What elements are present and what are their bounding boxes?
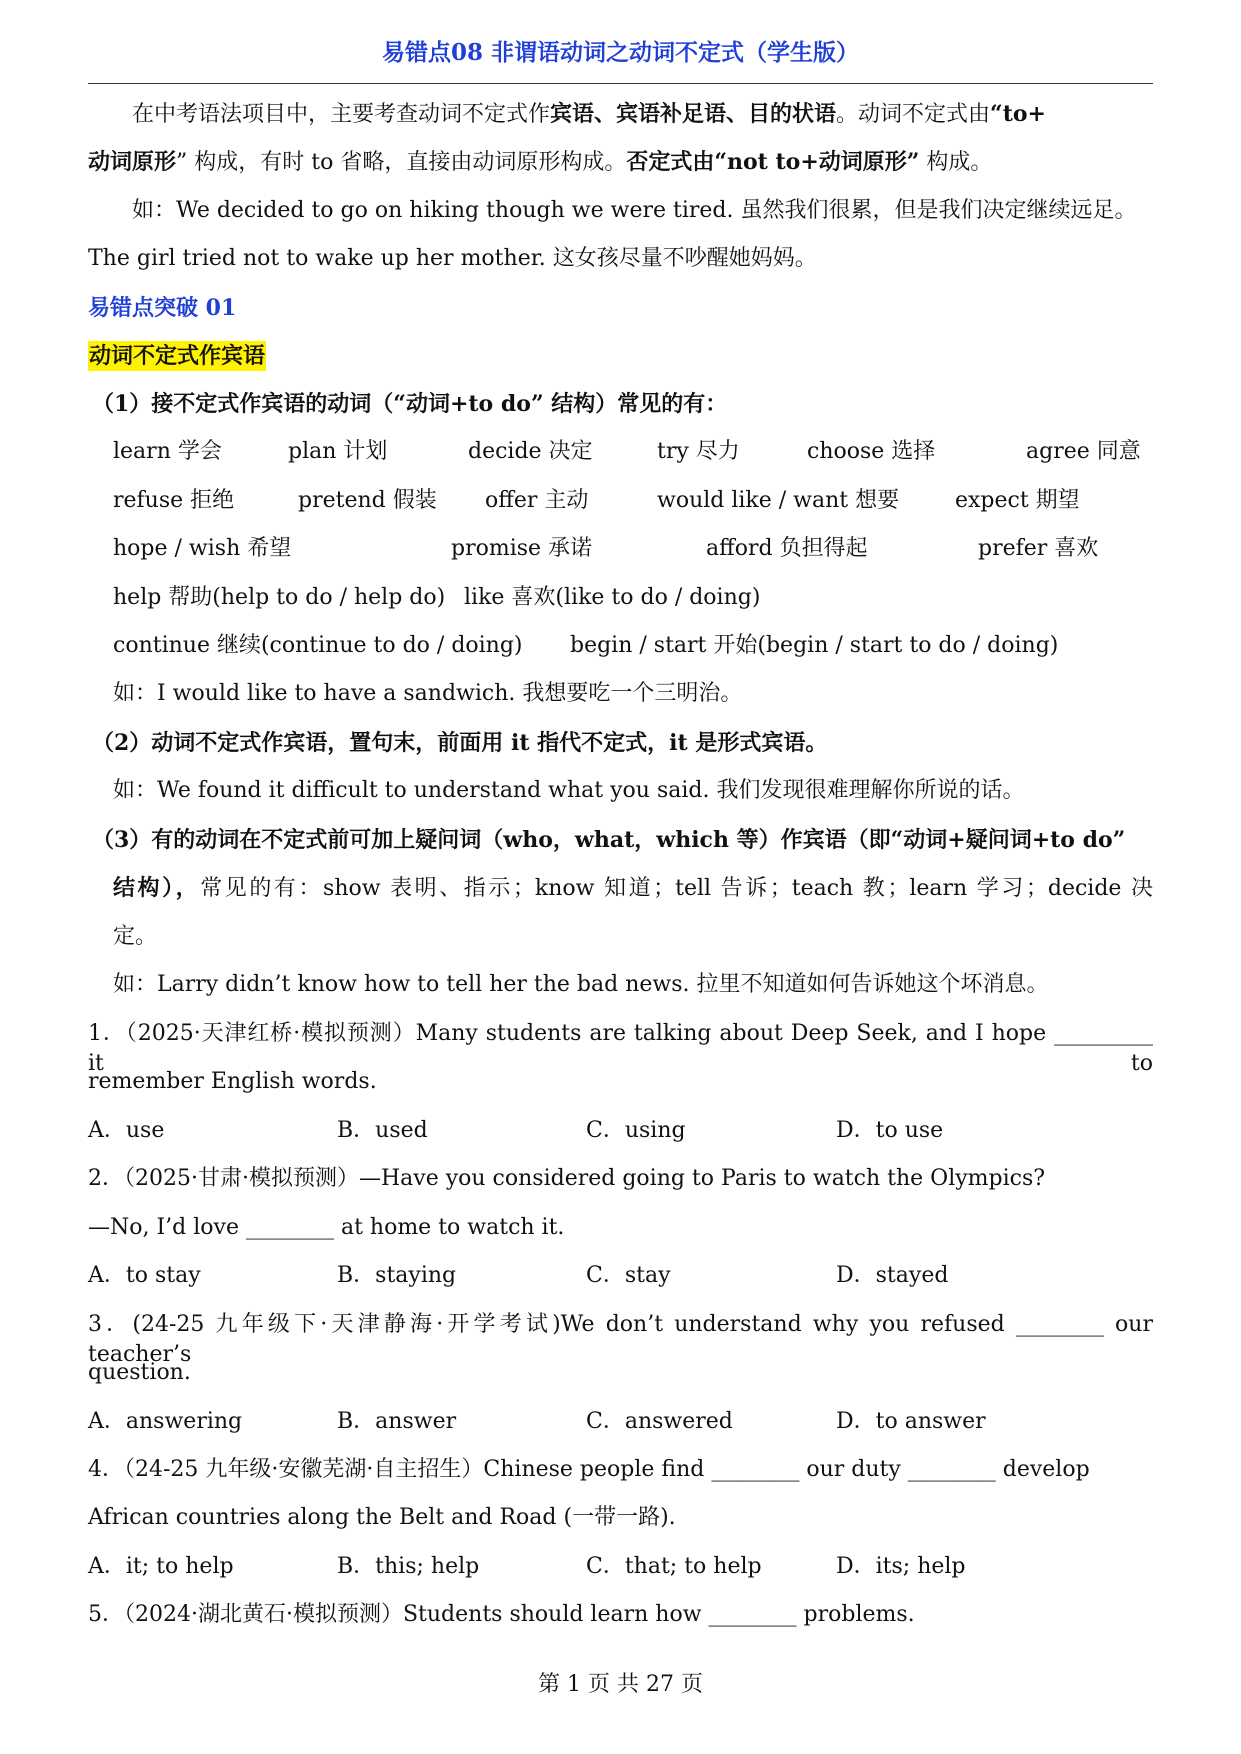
intro-line-1: 在中考语法项目中，主要考查动词不定式作宾语、宾语补足语、目的状语。动词不定式由“to+ bbox=[132, 101, 1046, 127]
option-c[interactable]: C．using bbox=[586, 1118, 686, 1143]
header-divider bbox=[88, 83, 1153, 84]
option-b[interactable]: B．this; help bbox=[337, 1554, 480, 1579]
verb-item: agree 同意 bbox=[1026, 439, 1141, 464]
intro-example-1: 如：We decided to go on hiking though we were tired. 虽然我们很累，但是我们决定继续远足。 bbox=[132, 198, 1137, 223]
intro-line-2: 动词原形” 构成，有时 to 省略，直接由动词原形构成。否定式由“not to+动词原形” 构成。 bbox=[88, 149, 993, 175]
question-stem: 3．(24-25 九年级下·天津静海·开学考试)We don’t understand why you refused ________ our teacher’s bbox=[88, 1312, 1153, 1367]
verb-item: hope / wish 希望 bbox=[113, 536, 292, 561]
option-d[interactable]: D．to use bbox=[836, 1118, 944, 1143]
rule2-title: （2）动词不定式作宾语，置句末，前面用 it 指代不定式，it 是形式宾语。 bbox=[92, 730, 828, 756]
section-highlight-line bbox=[88, 341, 1153, 372]
section-title: 易错点突破 01 bbox=[88, 295, 237, 321]
verb-item: afford 负担得起 bbox=[706, 536, 868, 561]
verb-item: help 帮助(help to do / help do) bbox=[113, 585, 446, 610]
option-a[interactable]: A．use bbox=[88, 1118, 165, 1143]
verb-item: expect 期望 bbox=[955, 488, 1080, 513]
page-footer: 第 1 页 共 27 页 bbox=[538, 1672, 703, 1697]
question-stem-cont: —No, I’d love ________ at home to watch it. bbox=[88, 1215, 565, 1240]
option-b[interactable]: B．answer bbox=[337, 1409, 457, 1434]
option-d[interactable]: D．stayed bbox=[836, 1263, 949, 1288]
verb-item: prefer 喜欢 bbox=[978, 536, 1099, 561]
verb-item: try 尽力 bbox=[657, 439, 740, 464]
verb-item: begin / start 开始(begin / start to do / doing) bbox=[570, 633, 1059, 658]
verb-item: refuse 拒绝 bbox=[113, 488, 235, 513]
verb-item: would like / want 想要 bbox=[657, 488, 900, 513]
verb-item: promise 承诺 bbox=[451, 536, 593, 561]
rule3-title-line2: 结构），常见的有：show 表明、指示；know 知道；tell 告诉；teach 教；learn 学习；decide 决 bbox=[113, 875, 1153, 901]
option-c[interactable]: C．stay bbox=[586, 1263, 671, 1288]
option-b[interactable]: B．staying bbox=[337, 1263, 457, 1288]
verb-item: continue 继续(continue to do / doing) bbox=[113, 633, 523, 658]
question-stem: 2．（2025·甘肃·模拟预测）—Have you considered going to Paris to watch the Olympics? bbox=[88, 1166, 1046, 1191]
option-a[interactable]: A．to stay bbox=[88, 1263, 201, 1288]
verb-item: learn 学会 bbox=[113, 439, 222, 464]
option-d[interactable]: D．its; help bbox=[836, 1554, 966, 1579]
verb-item: pretend 假装 bbox=[298, 488, 437, 513]
rule3-title-line3: 定。 bbox=[113, 924, 158, 949]
option-c[interactable]: C．answered bbox=[586, 1409, 733, 1434]
question-stem-cont: remember English words. bbox=[88, 1069, 377, 1094]
question-stem: 5．（2024·湖北黄石·模拟预测）Students should learn how ________ problems. bbox=[88, 1602, 915, 1627]
question-stem: 1．（2025·天津红桥·模拟预测）Many students are talking about Deep Seek, and I hope _________ it to bbox=[88, 1021, 1153, 1076]
rule1-example: 如：I would like to have a sandwich. 我想要吃一个三明治。 bbox=[113, 681, 743, 706]
rule3-title-line1: （3）有的动词在不定式前可加上疑问词（who，what，which 等）作宾语（即“动词+疑问词+to do” bbox=[92, 827, 1126, 853]
verb-item: like 喜欢(like to do / doing) bbox=[464, 585, 761, 610]
rule2-example: 如：We found it difficult to understand what you said. 我们发现很难理解你所说的话。 bbox=[113, 778, 1025, 803]
option-a[interactable]: A．it; to help bbox=[88, 1554, 234, 1579]
verb-item: decide 决定 bbox=[468, 439, 593, 464]
section-highlight: 动词不定式作宾语 bbox=[89, 343, 266, 369]
verb-item: plan 计划 bbox=[288, 439, 388, 464]
question-stem: 4．（24-25 九年级·安徽芜湖·自主招生）Chinese people find ________ our duty ________ develop bbox=[88, 1457, 1090, 1482]
intro-example-2: The girl tried not to wake up her mother. 这女孩尽量不吵醒她妈妈。 bbox=[88, 246, 817, 271]
option-c[interactable]: C．that; to help bbox=[586, 1554, 762, 1579]
question-stem-cont: question. bbox=[88, 1360, 191, 1385]
page-header-title: 易错点08 非谓语动词之动词不定式（学生版） bbox=[381, 39, 859, 66]
option-b[interactable]: B．used bbox=[337, 1118, 428, 1143]
question-stem-cont: African countries along the Belt and Road (一带一路). bbox=[88, 1505, 676, 1530]
option-d[interactable]: D．to answer bbox=[836, 1409, 986, 1434]
rule1-title: （1）接不定式作宾语的动词（“动词+to do” 结构）常见的有： bbox=[92, 391, 728, 417]
option-a[interactable]: A．answering bbox=[88, 1409, 243, 1434]
verb-item: choose 选择 bbox=[807, 439, 936, 464]
verb-item: offer 主动 bbox=[485, 488, 589, 513]
rule3-example: 如：Larry didn’t know how to tell her the bad news. 拉里不知道如何告诉她这个坏消息。 bbox=[113, 972, 1049, 997]
